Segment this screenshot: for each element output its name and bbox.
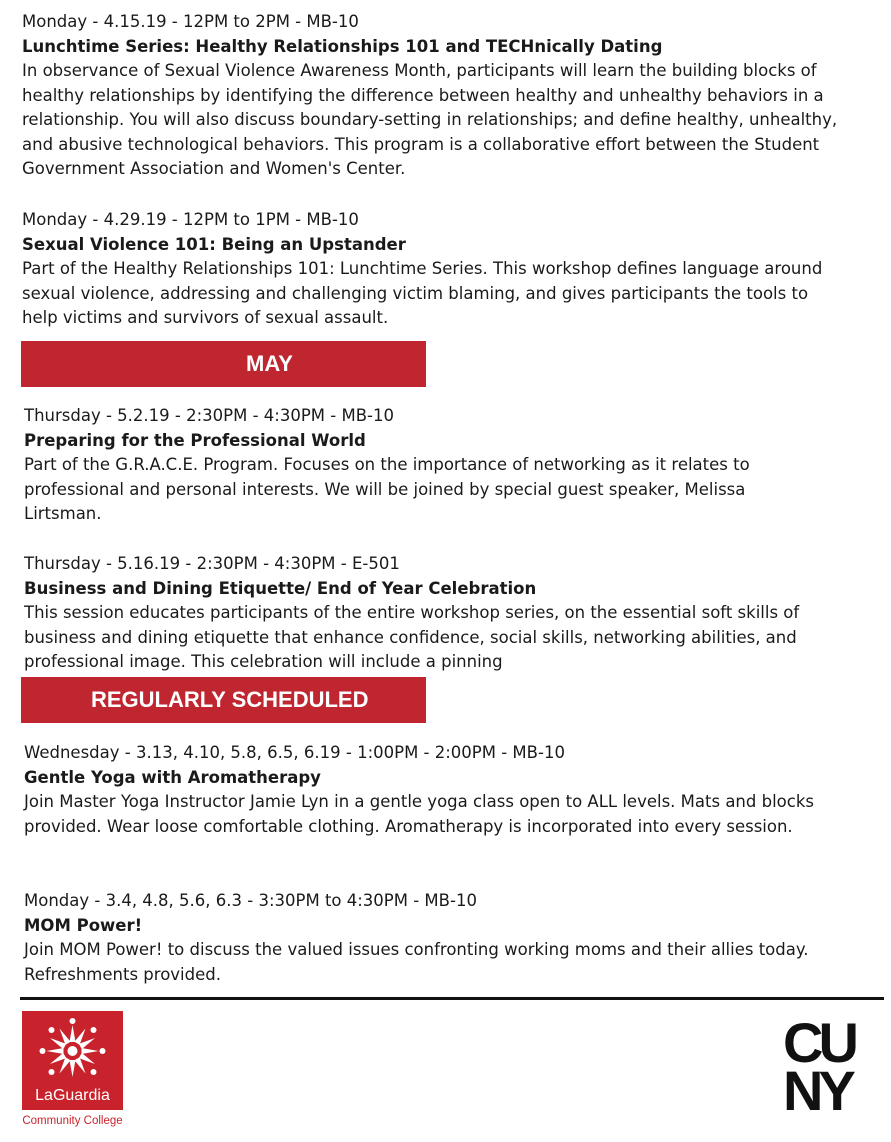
laguardia-burst-icon (22, 1011, 123, 1087)
event-meta: Thursday - 5.16.19 - 2:30PM - 4:30PM - E-501 (24, 554, 400, 573)
laguardia-wordmark: LaGuardia (35, 1087, 110, 1104)
event-meta: Thursday - 5.2.19 - 2:30PM - 4:30PM - MB-10 (24, 406, 394, 425)
event-dining-etiquette (24, 552, 874, 675)
event-meta: Monday - 4.15.19 - 12PM to 2PM - MB-10 (22, 12, 359, 31)
event-healthy-relationships (22, 10, 872, 182)
section-header-may: MAY (21, 341, 426, 387)
event-description: Part of the Healthy Relationships 101: Lunchtime Series. This workshop defines language around sexual violence, addressing and challenging victim blaming, and gives participants the tools to help victims and survivors of sexual assault. (22, 259, 823, 327)
section-header-regularly-scheduled: REGULARLY SCHEDULED (21, 677, 426, 723)
event-description: This session educates participants of the entire workshop series, on the essential soft skills of business and dining etiquette that enhance confidence, social skills, networking abilities, and professional image. This celebration will include a pinning (24, 603, 800, 671)
event-professional-world (24, 404, 874, 527)
event-title: Preparing for the Professional World (24, 430, 366, 450)
event-title: MOM Power! (24, 915, 143, 935)
event-description: In observance of Sexual Violence Awareness Month, participants will learn the building blocks of healthy relationships by identifying the difference between healthy and unhealthy behaviors in a relationship. You will also discuss boundary-setting in relationships; and define healthy, unhealthy, and abusive technological behaviors. This program is a collaborative effort between the Student Government Association and Women's Center. (22, 61, 838, 178)
event-title: Sexual Violence 101: Being an Upstander (22, 234, 406, 254)
event-meta: Monday - 4.29.19 - 12PM to 1PM - MB-10 (22, 210, 359, 229)
cuny-line-1: CU (783, 1011, 854, 1074)
event-description: Join Master Yoga Instructor Jamie Lyn in a gentle yoga class open to ALL levels. Mats and blocks provided. Wear loose comfortable clothing. Aromatherapy is incorporated into every session. (24, 792, 814, 836)
event-gentle-yoga (24, 741, 874, 839)
event-description: Part of the G.R.A.C.E. Program. Focuses on the importance of networking as it relates to professional and personal interests. We will be joined by special guest speaker, Melissa Lirtsman. (24, 455, 750, 523)
event-meta: Wednesday - 3.13, 4.10, 5.8, 6.5, 6.19 - 1:00PM - 2:00PM - MB-10 (24, 743, 565, 762)
event-sexual-violence-101 (22, 208, 872, 331)
cuny-logo (783, 1011, 884, 1122)
event-title: Gentle Yoga with Aromatherapy (24, 767, 321, 787)
event-description: Join MOM Power! to discuss the valued issues confronting working moms and their allies today. Refreshments provided. (24, 940, 809, 984)
cuny-line-2: NY (783, 1059, 851, 1122)
event-meta: Monday - 3.4, 4.8, 5.6, 6.3 - 3:30PM to 4:30PM - MB-10 (24, 891, 477, 910)
event-title: Lunchtime Series: Healthy Relationships 101 and TECHnically Dating (22, 36, 663, 56)
footer-divider (20, 997, 884, 1000)
laguardia-subtitle: Community College (22, 1115, 123, 1127)
event-mom-power (24, 889, 874, 987)
laguardia-logo (22, 1011, 123, 1110)
event-title: Business and Dining Etiquette/ End of Year Celebration (24, 578, 537, 598)
